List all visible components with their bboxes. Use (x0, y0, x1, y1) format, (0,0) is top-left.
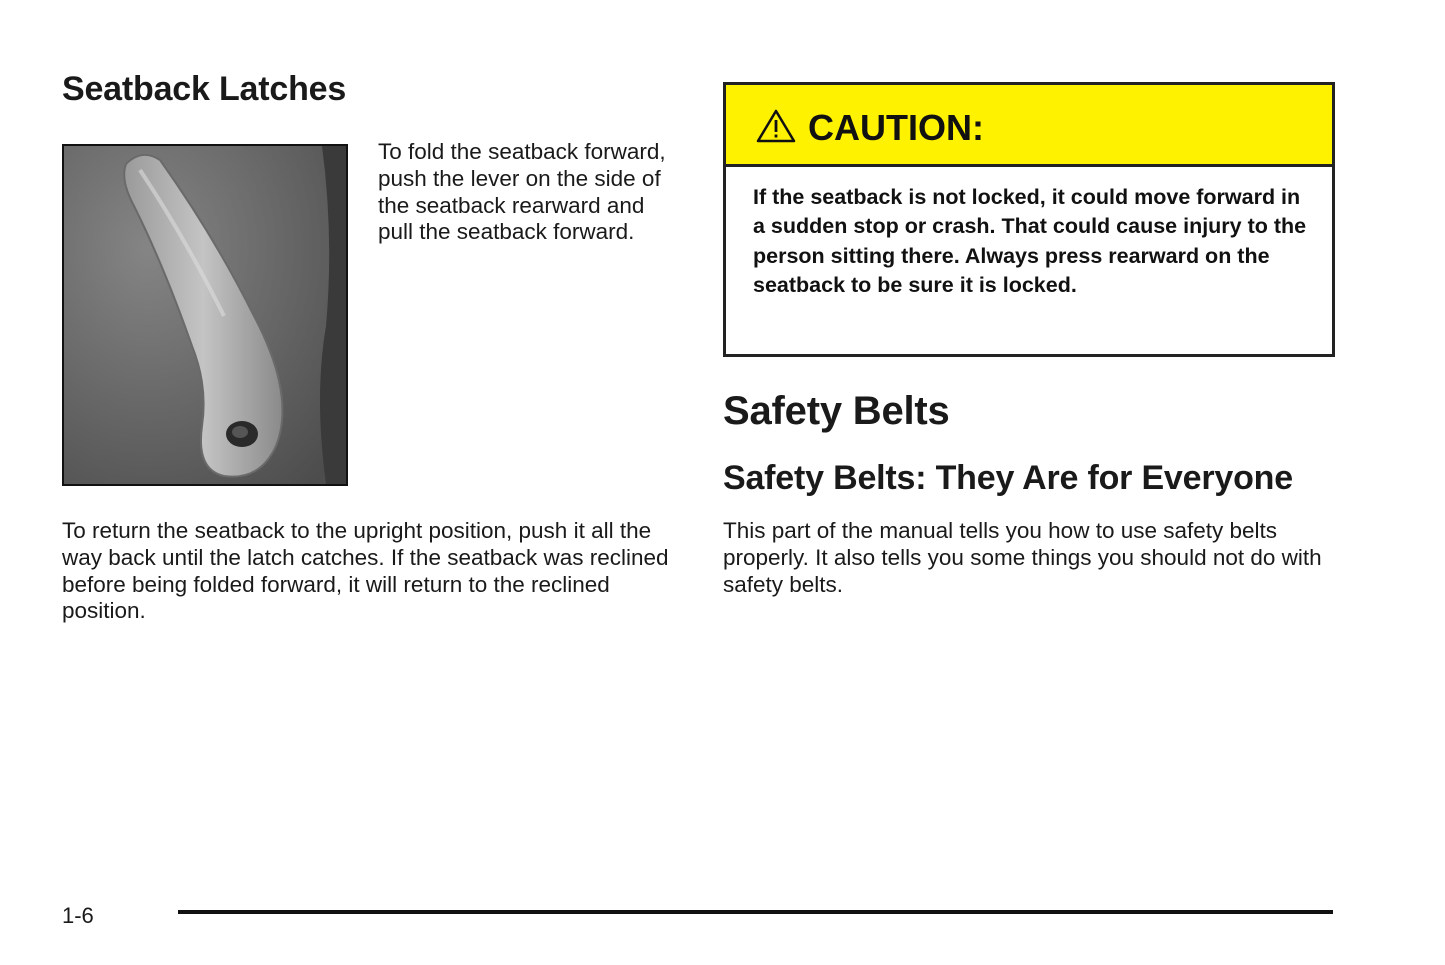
caution-box (723, 82, 1335, 357)
footer-rule (178, 910, 1333, 914)
caution-header (726, 85, 1332, 167)
return-seatback-instructions: To return the seatback to the upright position, push it all the way back until the latch catches. If the seatback was reclined before being folded forward, it will return to the reclined position. (62, 518, 669, 624)
page-number: 1-6 (62, 903, 94, 928)
section-title-safety-belts: Safety Belts (723, 389, 950, 433)
caution-title: CAUTION: (808, 107, 984, 148)
seatback-lever-photo (62, 144, 348, 486)
safety-belts-intro-text: This part of the manual tells you how to use safety belts properly. It also tells you some things you should not do with safety belts. (723, 518, 1322, 597)
fold-seatback-instructions: To fold the seatback forward, push the lever on the side of the seatback rearward and pull the seatback forward. (378, 139, 666, 245)
warning-triangle-icon (756, 109, 796, 143)
caution-body-text: If the seatback is not locked, it could move forward in a sudden stop or crash. That could cause injury to the person sitting there. Always press rearward on the seatback to be sure it is locked. (753, 185, 1307, 298)
section-heading-seatback-latches: Seatback Latches (62, 70, 347, 108)
seatback-lever-illustration (64, 146, 346, 484)
subsection-title-safety-belts-everyone: Safety Belts: They Are for Everyone (723, 459, 1293, 497)
